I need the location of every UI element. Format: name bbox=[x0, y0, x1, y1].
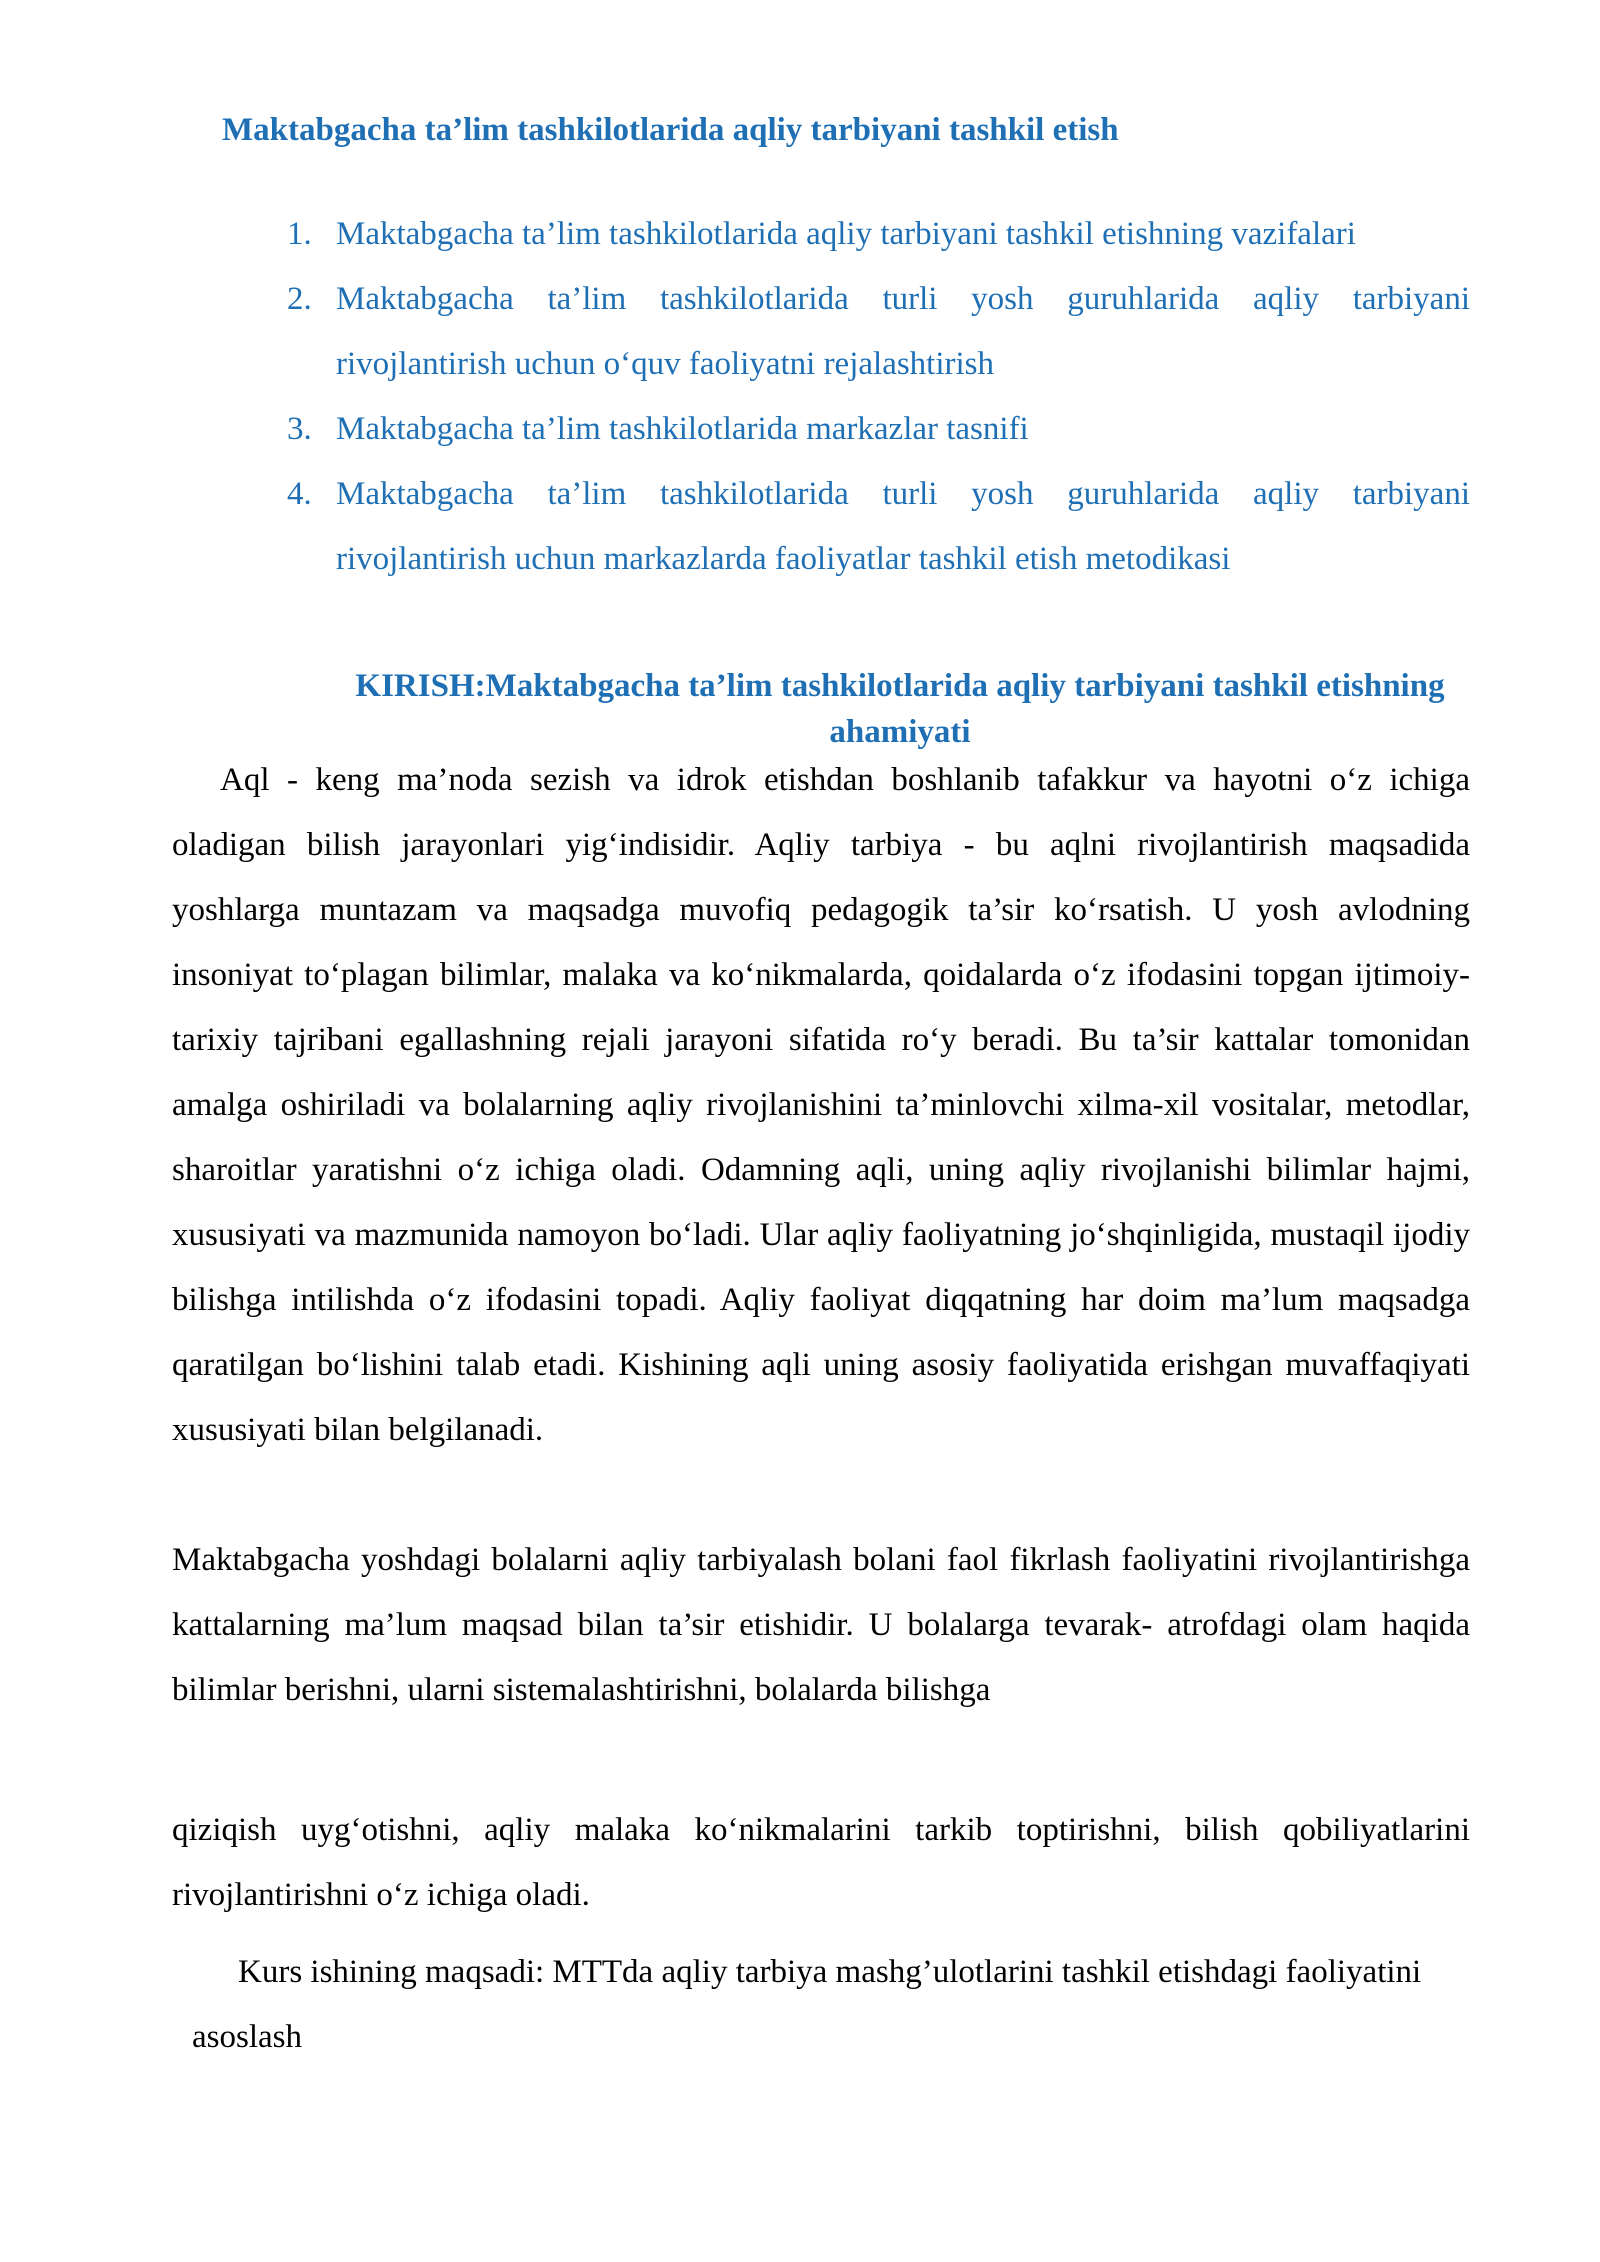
toc-item-text: Maktabgacha ta’lim tashkilotlarida aqliy tarbiyani tashkil etishning vazifalari bbox=[336, 216, 1356, 252]
toc-item bbox=[280, 397, 1470, 462]
toc-item-text: Maktabgacha ta’lim tashkilotlarida turli yosh guruhlarida aqliy tarbiyani rivojlantirish uchun markazlarda faoliyatlar tashkil etish metodikasi bbox=[336, 476, 1470, 577]
toc-item-number: 4. bbox=[287, 476, 312, 512]
toc-item-text: Maktabgacha ta’lim tashkilotlarida turli yosh guruhlarida aqliy tarbiyani rivojlantirish uchun o‘quv faoliyatni rejalashtirish bbox=[336, 281, 1470, 382]
toc-item bbox=[280, 462, 1470, 592]
toc-item-text: Maktabgacha ta’lim tashkilotlarida markazlar tasnifi bbox=[336, 411, 1029, 447]
body-paragraph: Maktabgacha yoshdagi bolalarni aqliy tarbiyalash bolani faol fikrlash faoliyatini rivojlantirishga kattalarning ma’lum maqsad bilan ta’sir etishidir. U bolalarga tevarak- atrofdagi olam haqida bilimlar berishni, ularni sistemalashtirishni, bolalarda bilishga bbox=[172, 1542, 1470, 1708]
table-of-contents bbox=[280, 202, 1470, 592]
toc-item bbox=[280, 267, 1470, 397]
course-goal-paragraph: Kurs ishining maqsadi: MTTda aqliy tarbiya mashg’ulotlarini tashkil etishdagi faoliyatini asoslash bbox=[192, 1954, 1422, 2055]
toc-item-number: 2. bbox=[287, 281, 312, 317]
toc-item-number: 1. bbox=[287, 216, 312, 252]
body-paragraph: Aql - keng ma’noda sezish va idrok etishdan boshlanib tafakkur va hayotni o‘z ichiga oladigan bilish jarayonlari yig‘indisidir. Aqliy tarbiya - bu aqlni rivojlantirish maqsadida yoshlarga muntazam va maqsadga muvofiq pedagogik ta’sir ko‘rsatish. U yosh avlodning insoniyat to‘plagan bilimlar, malaka va ko‘nikmalarda, qoidalarda o‘z ifodasini topgan ijtimoiy-tarixiy tajribani egallashning rejali jarayoni sifatida ro‘y beradi. Bu ta’sir kattalar tomonidan amalga oshiriladi va bolalarning aqliy rivojlanishini ta’minlovchi xilma-xil vositalar, metodlar, sharoitlar yaratishni o‘z ichiga oladi. Odamning aqli, uning aqliy rivojlanishi bilimlar hajmi, xususiyati va mazmunida namoyon bo‘ladi. Ular aqliy faoliyatning jo‘shqinligida, mustaqil ijodiy bilishga intilishda o‘z ifodasini topadi. Aqliy faoliyat diqqatning har doim ma’lum maqsadga qaratilgan bo‘lishini talab etadi. Kishining aqli uning asosiy faoliyatida erishgan muvaffaqiyati xususiyati bilan belgilanadi. bbox=[172, 762, 1470, 1448]
body-paragraph: qiziqish uyg‘otishni, aqliy malaka ko‘nikmalarini tarkib toptirishni, bilish qobiliyatlarini rivojlantirishni o‘z ichiga oladi. bbox=[172, 1812, 1470, 1913]
toc-item-number: 3. bbox=[287, 411, 312, 447]
document-title: Maktabgacha ta’lim tashkilotlarida aqliy tarbiyani tashkil etish bbox=[222, 112, 1119, 148]
toc-item bbox=[280, 202, 1470, 267]
introduction-heading: KIRISH:Maktabgacha ta’lim tashkilotlarida aqliy tarbiyani tashkil etishning ahamiyati bbox=[355, 668, 1445, 750]
